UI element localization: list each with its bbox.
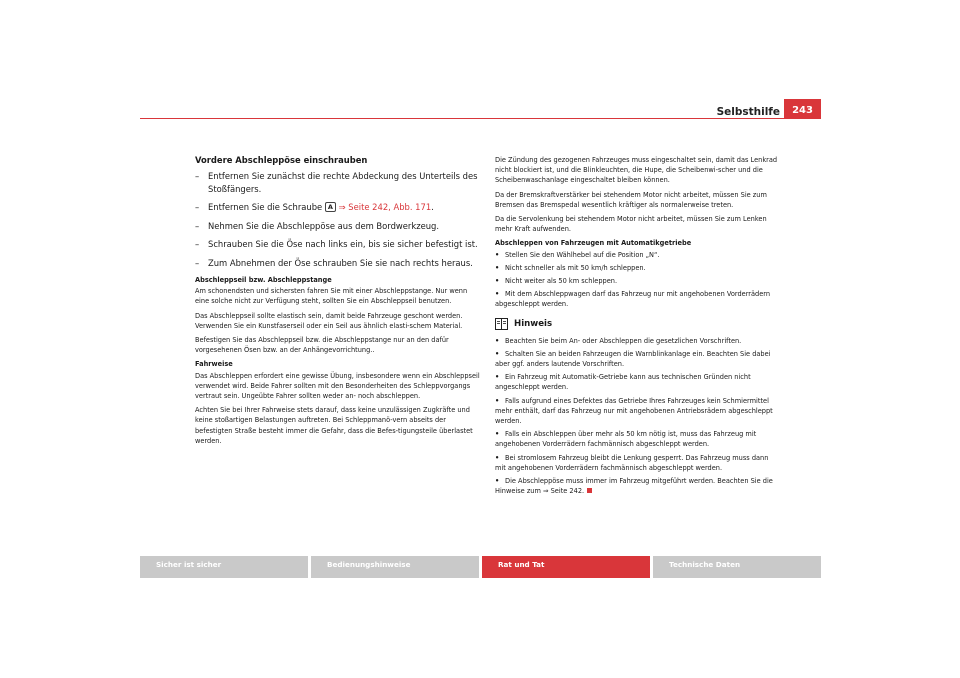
paragraph: Die Zündung des gezogenen Fahrzeuges muss eingeschaltet sein, damit das Lenkrad nicht blockiert ist, und die Blinkleuchten, die Hupe, die Scheibenwi-scher und die Scheibenwaschanlage eingeschaltet bleiben können. <box>495 156 778 185</box>
step-text: Zum Abnehmen der Öse schrauben Sie sie nach rechts heraus. <box>208 257 473 268</box>
step-dash: – <box>195 220 200 231</box>
list-item-text: Stellen Sie den Wählhebel auf die Position „N“. <box>505 250 660 259</box>
callout-a-badge: A <box>325 202 336 212</box>
note-book-icon <box>495 318 508 330</box>
bullet-dot: • <box>495 277 500 286</box>
paragraph: Achten Sie bei Ihrer Fahrweise stets darauf, dass keine unzulässigen Zugkräfte und keine stoßartigen Belastungen auftreten. Bei Schleppmanö-vern abseits der befestigten Straße besteht immer die Gefahr, dass die Befes-tigungsteile überlastet werden. <box>195 406 473 445</box>
paragraph: Befestigen Sie das Abschleppseil bzw. die Abschleppstange nur an den dafür vorgesehenen Ösen bzw. an der Anhängevorrichtung.. <box>195 336 449 355</box>
list-item-text: Nicht weiter als 50 km schleppen. <box>505 277 618 286</box>
step-item <box>195 257 480 270</box>
note-item <box>495 336 780 346</box>
note-item-text: Falls aufgrund eines Defektes das Getriebe Ihres Fahrzeuges kein Schmiermittel mehr enthält, darf das Fahrzeug nur mit angehobenen Antriebsrädern abgeschleppt werden. <box>495 396 773 426</box>
note-item-text: Schalten Sie an beiden Fahrzeugen die Warnblinkanlage ein. Beachten Sie dabei aber ggf. anders lautende Vorschriften. <box>495 349 771 369</box>
paragraph: Am schonendsten und sichersten fahren Sie mit einer Abschleppstange. Nur wenn eine solche nicht zur Verfügung steht, sollten Sie ein Abschleppseil benutzen. <box>195 287 468 306</box>
subheading-automatic: Abschleppen von Fahrzeugen mit Automatikgetriebe <box>495 239 692 248</box>
subheading-tow-rope: Abschleppseil bzw. Abschleppstange <box>195 276 332 284</box>
note-item <box>495 429 780 449</box>
note-header <box>495 318 780 330</box>
note-item-text: Beachten Sie beim An- oder Abschleppen die gesetzlichen Vorschriften. <box>505 336 742 345</box>
note-item <box>495 453 780 473</box>
step-item <box>195 170 480 195</box>
step-dash: – <box>195 171 200 181</box>
note-item <box>495 372 780 392</box>
step-item <box>195 238 480 251</box>
figure-link[interactable]: ⇒ Seite 242, Abb. 171 <box>338 202 432 212</box>
step-text: Schrauben Sie die Öse nach links ein, bis sie sicher befestigt ist. <box>208 239 478 249</box>
bullet-dot: • <box>495 336 500 345</box>
note-item <box>495 396 780 427</box>
step-dash: – <box>195 202 200 212</box>
paragraph: Das Abschleppen erfordert eine gewisse Übung, insbesondere wenn ein Abschleppseil verwendet wird. Beide Fahrer sollten mit den Besonderheiten des Schleppvorgangs vertraut sein. Ungeübte Fahrer sollten weder an- noch abschleppen. <box>195 371 480 401</box>
header-rule <box>140 118 821 119</box>
section-heading: Vordere Abschleppöse einschrauben <box>195 155 368 165</box>
bullet-dot: • <box>495 430 500 439</box>
note-item <box>495 476 780 496</box>
step-dash: – <box>195 239 200 249</box>
bullet-dot: • <box>495 349 500 358</box>
bullet-dot: • <box>495 373 500 382</box>
left-column <box>195 155 480 450</box>
list-item <box>495 250 780 260</box>
page-number: 243 <box>792 105 813 116</box>
list-item-text: Mit dem Abschleppwagen darf das Fahrzeug nur mit angehobenen Vorderrädern abgeschleppt werden. <box>495 290 771 309</box>
paragraph: Da der Bremskraftverstärker bei stehendem Motor nicht arbeitet, müssen Sie zum Bremsen das Bremspedal wesentlich kräftiger als normalerweise treten. <box>495 190 767 209</box>
list-item-text: Nicht schneller als mit 50 km/h schleppen. <box>505 263 646 272</box>
paragraph: Da die Servolenkung bei stehendem Motor nicht arbeitet, müssen Sie zum Lenken mehr Kraft aufwenden. <box>495 215 767 234</box>
step-dash: – <box>195 257 200 268</box>
bullet-dot: • <box>495 396 500 405</box>
footer-tab-rat-und-tat[interactable] <box>482 556 650 578</box>
section-title: Selbsthilfe <box>716 106 780 118</box>
note-item-text: Die Abschleppöse muss immer im Fahrzeug mitgeführt werden. Beachten Sie die Hinweise zum ⇒ Seite 242. <box>495 477 773 496</box>
footer-tab-sicher[interactable] <box>140 556 308 578</box>
footer-tab-label: Bedienungshinweise <box>327 560 411 569</box>
footer-tab-bedienung[interactable] <box>311 556 479 578</box>
right-column <box>495 155 780 499</box>
list-item <box>495 289 780 309</box>
note-title: Hinweis <box>514 318 553 329</box>
step-item <box>195 220 480 233</box>
list-item <box>495 263 780 273</box>
note-item-text: Ein Fahrzeug mit Automatik-Getriebe kann aus technischen Gründen nicht angeschleppt werden. <box>495 373 751 392</box>
bullet-dot: • <box>495 290 500 299</box>
footer-tab-label: Rat und Tat <box>498 560 545 569</box>
note-item <box>495 349 780 369</box>
footer-tab-label: Sicher ist sicher <box>156 560 222 569</box>
note-item-text: Bei stromlosem Fahrzeug bleibt die Lenkung gesperrt. Das Fahrzeug muss dann mit angehobenen Vorderrädern fachmännisch abgeschleppt werden. <box>495 453 769 472</box>
note-item-text: Falls ein Abschleppen über mehr als 50 km nötig ist, muss das Fahrzeug mit angehobenen Vorderrädern fachmännisch abgeschleppt werden. <box>495 430 757 449</box>
footer-tab-technische-daten[interactable] <box>653 556 821 578</box>
step-text: Nehmen Sie die Abschleppöse aus dem Bordwerkzeug. <box>208 220 440 231</box>
section-end-mark <box>587 488 592 493</box>
list-item <box>495 276 780 286</box>
bullet-dot: • <box>495 477 500 486</box>
step-end: . <box>431 202 434 212</box>
step-text: Entfernen Sie zunächst die rechte Abdeckung des Unterteils des Stoßfängers. <box>208 171 478 194</box>
footer-tab-label: Technische Daten <box>669 560 741 569</box>
bullet-dot: • <box>495 250 500 259</box>
step-item <box>195 201 480 214</box>
subheading-driving: Fahrweise <box>195 360 233 369</box>
paragraph: Das Abschleppseil sollte elastisch sein, damit beide Fahrzeuge geschont werden. Verwenden Sie ein Kunstfaserseil oder ein Seil aus ähnlich elasti-schem Material. <box>195 311 463 330</box>
bullet-dot: • <box>495 263 500 272</box>
bullet-dot: • <box>495 453 500 462</box>
step-text: Entfernen Sie die Schraube <box>208 202 323 212</box>
